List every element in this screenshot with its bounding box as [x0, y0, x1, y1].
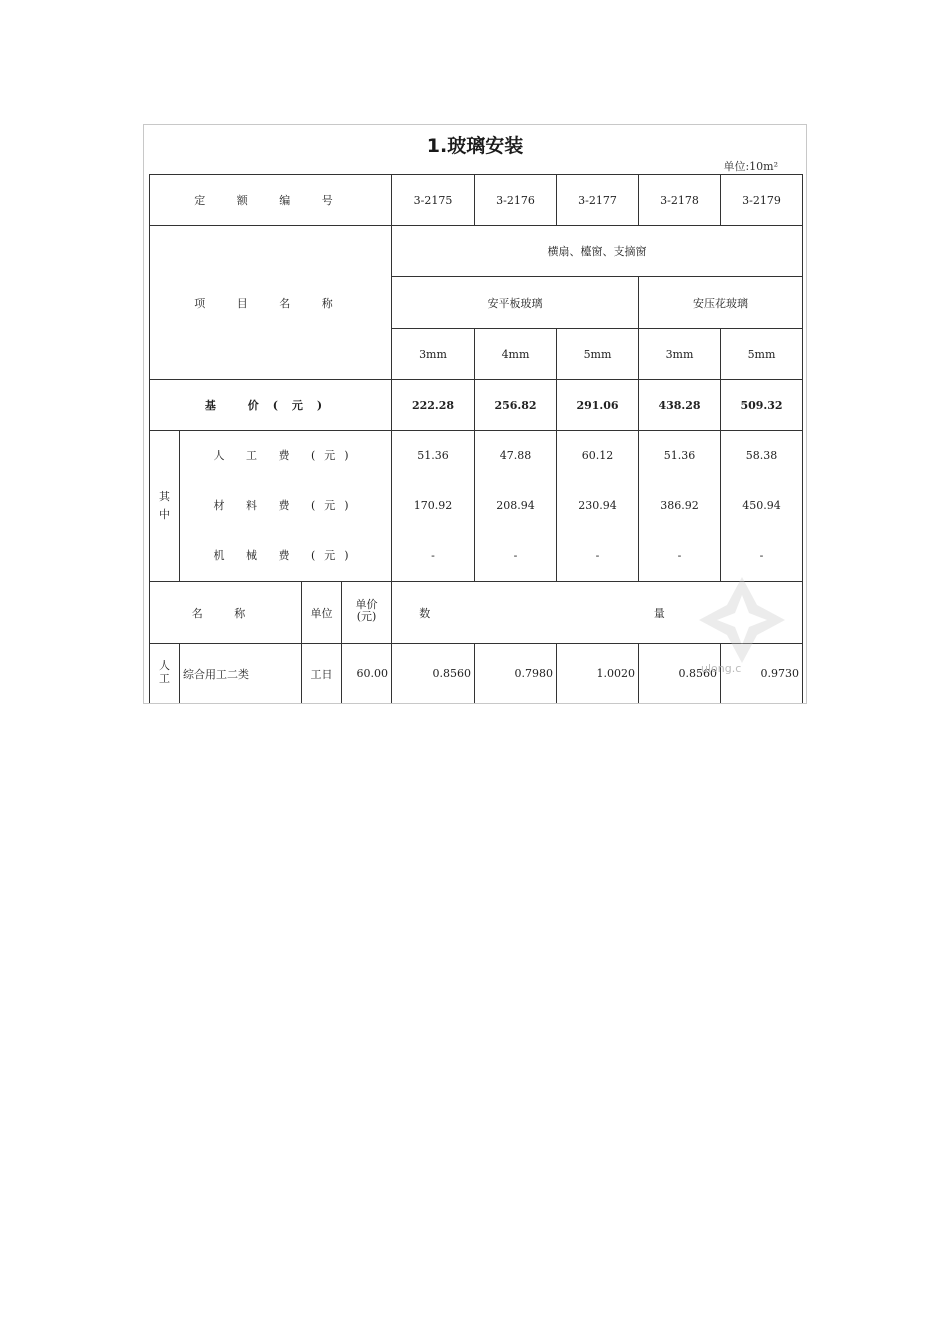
base-price-cell: 438.28: [639, 380, 721, 431]
cost-value: 450.94: [742, 499, 781, 512]
page-title: 1.玻璃安装: [426, 135, 524, 157]
thickness-cell: 4mm: [475, 329, 557, 380]
base-price-cell: 509.32: [721, 380, 803, 431]
group-patterned-glass: 安压花玻璃: [639, 277, 803, 329]
thickness-cell: 5mm: [557, 329, 639, 380]
cost-value: 58.38: [745, 449, 778, 462]
code-cell: 3-2175: [392, 175, 475, 226]
window-type-row: [150, 226, 803, 277]
code-cell: 3-2176: [475, 175, 557, 226]
watermark-logo-icon: [697, 575, 787, 665]
group-flat-glass: 安平板玻璃: [392, 277, 639, 329]
item-name-label: 项 目 名 称: [150, 226, 392, 380]
machine-cost-label: 机 械 费 (元): [213, 549, 358, 562]
cost-value: 208.94: [496, 499, 535, 512]
cost-value: 51.36: [663, 449, 696, 462]
quantity-cell: 0.9730: [721, 644, 803, 704]
resource-price-header: 单价(元): [342, 582, 392, 644]
cost-value: -: [513, 549, 518, 562]
thickness-cell: 3mm: [639, 329, 721, 380]
breakdown-row: [150, 431, 803, 582]
labor-category: 人工: [150, 644, 180, 704]
code-cell: 3-2177: [557, 175, 639, 226]
quantity-cell: 0.7980: [475, 644, 557, 704]
labor-cost-label: 人 工 费 (元): [213, 449, 358, 462]
resource-unit-header: 单位: [302, 582, 342, 644]
base-price-cell: 256.82: [475, 380, 557, 431]
watermark-text: ulong.c: [701, 662, 742, 675]
cost-value: -: [759, 549, 764, 562]
cost-value: 51.36: [417, 449, 449, 462]
document-frame: [143, 124, 807, 704]
quantity-cell: 0.8560: [392, 644, 475, 704]
thickness-cell: 5mm: [721, 329, 803, 380]
quantity-cell: 0.8560: [639, 644, 721, 704]
cost-value: -: [431, 549, 435, 562]
quantity-header: 数 量: [392, 582, 803, 644]
code-cell: 3-2178: [639, 175, 721, 226]
quantity-cell: 1.0020: [557, 644, 639, 704]
code-label: 定 额 编 号: [150, 175, 392, 226]
cost-value: 386.92: [660, 499, 699, 512]
cost-value: 230.94: [578, 499, 617, 512]
cost-value: 170.92: [413, 499, 453, 512]
labor-unit: 工日: [302, 644, 342, 704]
base-price-cell: 291.06: [557, 380, 639, 431]
next-row-partial: [150, 704, 803, 705]
labor-name: 综合用工二类: [180, 644, 302, 704]
base-price-label: 基 价(元): [150, 380, 392, 431]
thickness-cell: 3mm: [392, 329, 475, 380]
unit-note: 单位:10m²: [723, 160, 778, 173]
resource-name-header: 名 称: [150, 582, 302, 644]
cost-value: -: [595, 549, 600, 562]
labor-price: 60.00: [342, 644, 392, 704]
cost-value: -: [677, 549, 682, 562]
window-types: 横扇、檯窗、支摘窗: [392, 226, 803, 277]
code-cell: 3-2179: [721, 175, 803, 226]
code-row: [150, 175, 803, 226]
base-price-cell: 222.28: [392, 380, 475, 431]
cost-value: 60.12: [581, 449, 614, 462]
cost-value: 47.88: [499, 449, 532, 462]
base-price-row: [150, 380, 803, 431]
breakdown-label: 其中: [150, 431, 180, 582]
material-cost-label: 材 料 费 (元): [213, 499, 358, 512]
